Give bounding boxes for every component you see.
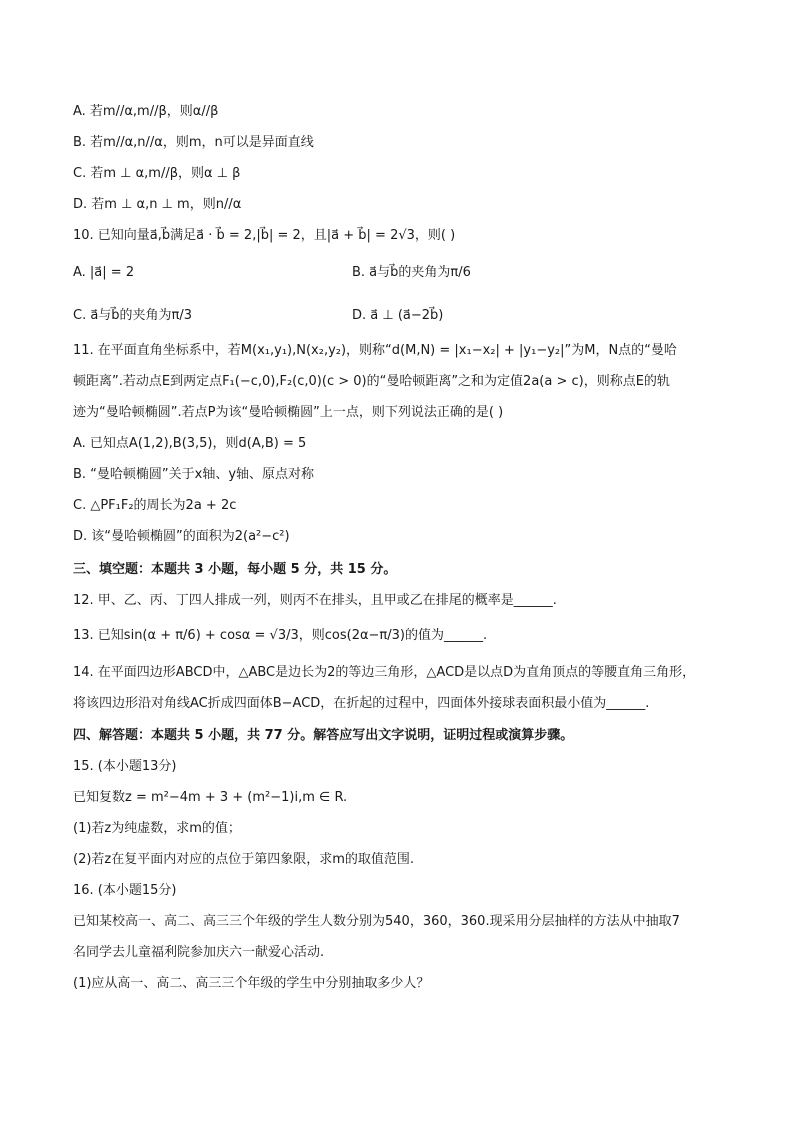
- q11-stem-line-2: 顿距离”.若动点E到两定点F₁(−c,0),F₂(c,0)(c > 0)的“曼哈顿距离”之和为定值2a(a > c)，则称点E的轨: [73, 374, 670, 389]
- q16-header: 16. (本小题15分): [73, 883, 177, 898]
- q12-stem: 12. 甲、乙、丙、丁四人排成一列，则丙不在排头，且甲或乙在排尾的概率是______.: [73, 593, 557, 608]
- q10-stem: 10. 已知向量a⃗,b⃗满足a⃗ · b⃗ = 2,|b⃗| = 2，且|a⃗ + b⃗| = 2√3，则( ): [73, 228, 456, 243]
- q9-option-d: D. 若m ⊥ α,n ⊥ m，则n//α: [73, 197, 242, 212]
- q11-option-a: A. 已知点A(1,2),B(3,5)，则d(A,B) = 5: [73, 436, 307, 451]
- q11-stem-line-1: 11. 在平面直角坐标系中，若M(x₁,y₁),N(x₂,y₂)，则称“d(M,N) = |x₁−x₂| + |y₁−y₂|”为M，N点的“曼哈: [73, 343, 677, 358]
- q11-option-c: C. △PF₁F₂的周长为2a + 2c: [73, 498, 237, 513]
- q11-option-b: B. “曼哈顿椭圆”关于x轴、y轴、原点对称: [73, 467, 315, 482]
- q14-stem-line-2: 将该四边形沿对角线AC折成四面体B−ACD，在折起的过程中，四面体外接球表面积最小值为______.: [73, 696, 650, 711]
- q9-option-c: C. 若m ⊥ α,m//β，则α ⊥ β: [73, 166, 241, 181]
- section-4-heading: 四、解答题：本题共 5 小题，共 77 分。解答应写出文字说明，证明过程或演算步骤。: [73, 728, 574, 743]
- q15-part-1: (1)若z为纯虚数，求m的值；: [73, 821, 241, 836]
- q16-stem-line-1: 已知某校高一、高二、高三三个年级的学生人数分别为540，360，360.现采用分层抽样的方法从中抽取7: [73, 914, 680, 929]
- q15-stem: 已知复数z = m²−4m + 3 + (m²−1)i,m ∈ R.: [73, 790, 348, 805]
- q11-option-d: D. 该“曼哈顿椭圆”的面积为2(a²−c²): [73, 529, 290, 544]
- q15-part-2: (2)若z在复平面内对应的点位于第四象限，求m的取值范围.: [73, 852, 415, 867]
- q10-option-b: B. a⃗与b⃗的夹角为π/6: [352, 265, 471, 280]
- q14-stem-line-1: 14. 在平面四边形ABCD中，△ABC是边长为2的等边三角形，△ACD是以点D为直角顶点的等腰直角三角形，: [73, 665, 696, 680]
- q16-stem-line-2: 名同学去儿童福利院参加庆六一献爱心活动.: [73, 945, 325, 960]
- q10-option-c: C. a⃗与b⃗的夹角为π/3: [73, 308, 193, 323]
- q9-option-b: B. 若m//α,n//α，则m，n可以是异面直线: [73, 135, 314, 150]
- q10-option-d: D. a⃗ ⊥ (a⃗−2b⃗): [352, 308, 444, 323]
- q16-part-1: (1)应从高一、高二、高三三个年级的学生中分别抽取多少人？: [73, 976, 430, 991]
- section-3-heading: 三、填空题：本题共 3 小题，每小题 5 分，共 15 分。: [73, 562, 397, 577]
- q10-option-a: A. |a⃗| = 2: [73, 265, 135, 280]
- q9-option-a: A. 若m//α,m//β，则α//β: [73, 104, 219, 119]
- q13-stem: 13. 已知sin(α + π/6) + cosα = √3/3，则cos(2α−π/3)的值为______.: [73, 628, 488, 643]
- q11-stem-line-3: 迹为“曼哈顿椭圆”.若点P为该“曼哈顿椭圆”上一点，则下列说法正确的是( ): [73, 405, 504, 420]
- q15-header: 15. (本小题13分): [73, 759, 177, 774]
